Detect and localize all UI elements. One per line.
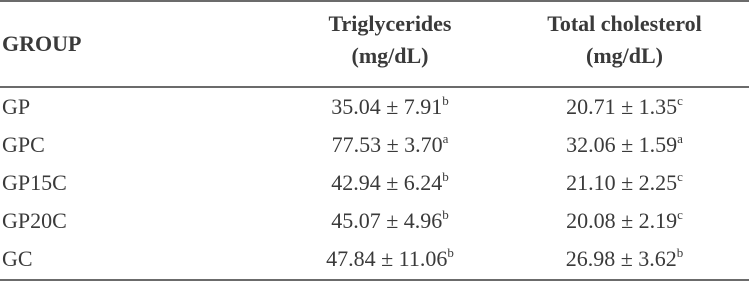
cell-total-cholesterol-value: 20.08 ± 2.19 bbox=[566, 208, 678, 233]
cell-triglycerides-superscript: a bbox=[442, 131, 449, 146]
header-total-cholesterol-label: Total cholesterol bbox=[547, 11, 702, 36]
table-header-row bbox=[0, 2, 749, 86]
table-row bbox=[0, 126, 749, 164]
cell-triglycerides-superscript: b bbox=[442, 207, 449, 222]
cell-group: GPC bbox=[2, 132, 45, 157]
cell-group: GP20C bbox=[2, 208, 67, 233]
header-triglycerides bbox=[280, 8, 500, 72]
cell-group: GP15C bbox=[2, 170, 67, 195]
table-row bbox=[0, 202, 749, 240]
cell-total-cholesterol bbox=[500, 164, 749, 202]
cell-total-cholesterol bbox=[500, 126, 749, 164]
cell-triglycerides-value: 45.07 ± 4.96 bbox=[331, 208, 443, 233]
cell-total-cholesterol bbox=[500, 202, 749, 240]
cell-triglycerides-superscript: b bbox=[447, 245, 454, 260]
cell-total-cholesterol bbox=[500, 240, 749, 278]
cell-triglycerides-value: 77.53 ± 3.70 bbox=[331, 132, 443, 157]
cell-triglycerides-value: 42.94 ± 6.24 bbox=[331, 170, 443, 195]
cell-total-cholesterol-superscript: c bbox=[677, 169, 683, 184]
header-group: GROUP bbox=[2, 31, 82, 56]
table-body bbox=[0, 88, 749, 278]
cell-total-cholesterol bbox=[500, 88, 749, 126]
cell-triglycerides bbox=[260, 126, 520, 164]
table-row bbox=[0, 88, 749, 126]
cell-total-cholesterol-superscript: a bbox=[677, 131, 683, 146]
cell-total-cholesterol-value: 21.10 ± 2.25 bbox=[566, 170, 678, 195]
header-triglycerides-label: Triglycerides bbox=[328, 11, 452, 36]
cell-total-cholesterol-superscript: b bbox=[676, 245, 684, 260]
cell-total-cholesterol-superscript: c bbox=[677, 207, 683, 222]
cell-triglycerides bbox=[260, 164, 520, 202]
cell-total-cholesterol-value: 26.98 ± 3.62 bbox=[565, 246, 677, 271]
cell-total-cholesterol-value: 32.06 ± 1.59 bbox=[566, 132, 678, 157]
header-total-cholesterol bbox=[500, 8, 749, 72]
header-triglycerides-unit: (mg/dL) bbox=[351, 43, 429, 68]
cell-triglycerides-value: 47.84 ± 11.06 bbox=[326, 246, 448, 271]
cell-total-cholesterol-superscript: c bbox=[677, 93, 683, 108]
header-total-cholesterol-unit: (mg/dL) bbox=[586, 43, 663, 68]
cell-triglycerides-superscript: b bbox=[442, 169, 449, 184]
cell-triglycerides bbox=[260, 240, 520, 278]
cell-group: GC bbox=[2, 246, 33, 271]
cell-total-cholesterol-value: 20.71 ± 1.35 bbox=[566, 94, 678, 119]
cell-triglycerides bbox=[260, 88, 520, 126]
cell-triglycerides-value: 35.04 ± 7.91 bbox=[331, 94, 443, 119]
table-row bbox=[0, 240, 749, 278]
cell-triglycerides bbox=[260, 202, 520, 240]
cell-triglycerides-superscript: b bbox=[442, 93, 449, 108]
table-row bbox=[0, 164, 749, 202]
cell-group: GP bbox=[2, 94, 31, 119]
